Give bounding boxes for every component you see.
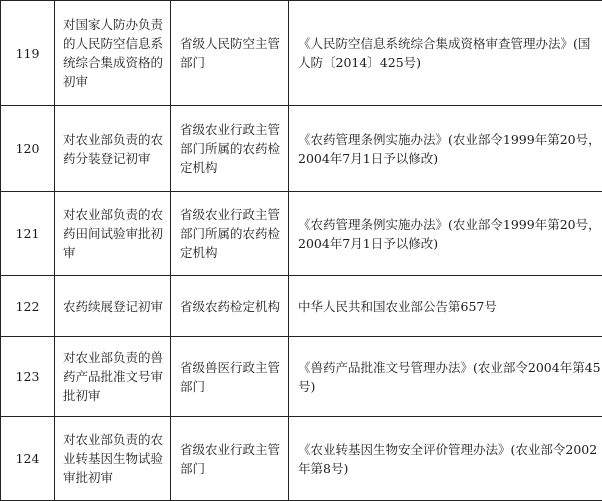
approval-item: 对农业部负责的兽药产品批准文号审批初审 — [55, 337, 171, 417]
row-number: 123 — [1, 337, 55, 417]
row-number: 119 — [1, 1, 55, 106]
approval-item: 对国家人防办负责的人民防空信息系统综合集成资格的初审 — [55, 1, 171, 106]
implementing-department: 省级兽医行政主管部门 — [171, 337, 289, 417]
row-number: 121 — [1, 192, 55, 276]
table-row — [1, 337, 602, 417]
table-row — [1, 192, 602, 276]
legal-basis: 《农药管理条例实施办法》(农业部令1999年第20号，2004年7月1日予以修改) — [289, 192, 602, 276]
approval-item: 农药续展登记初审 — [55, 276, 171, 337]
legal-basis: 《农药管理条例实施办法》(农业部令1999年第20号，2004年7月1日予以修改) — [289, 106, 602, 192]
implementing-department: 省级农业行政主管部门所属的农药检定机构 — [171, 192, 289, 276]
implementing-department: 省级农业行政主管部门所属的农药检定机构 — [171, 106, 289, 192]
legal-basis: 《农业转基因生物安全评价管理办法》(农业部令2002年第8号) — [289, 417, 602, 501]
table-row — [1, 276, 602, 337]
row-number: 124 — [1, 417, 55, 501]
table-row — [1, 417, 602, 501]
table-row — [1, 106, 602, 192]
table-row — [1, 1, 602, 106]
row-number: 120 — [1, 106, 55, 192]
legal-basis: 《兽药产品批准文号管理办法》(农业部令2004年第45号) — [289, 337, 602, 417]
approval-item: 对农业部负责的农业转基因生物试验审批初审 — [55, 417, 171, 501]
approval-item: 对农业部负责的农药田间试验审批初审 — [55, 192, 171, 276]
legal-basis: 中华人民共和国农业部公告第657号 — [289, 276, 602, 337]
implementing-department: 省级人民防空主管部门 — [171, 1, 289, 106]
implementing-department: 省级农药检定机构 — [171, 276, 289, 337]
approval-item: 对农业部负责的农药分装登记初审 — [55, 106, 171, 192]
row-number: 122 — [1, 276, 55, 337]
implementing-department: 省级农业行政主管部门 — [171, 417, 289, 501]
legal-basis: 《人民防空信息系统综合集成资格审查管理办法》(国人防〔2014〕425号) — [289, 1, 602, 106]
